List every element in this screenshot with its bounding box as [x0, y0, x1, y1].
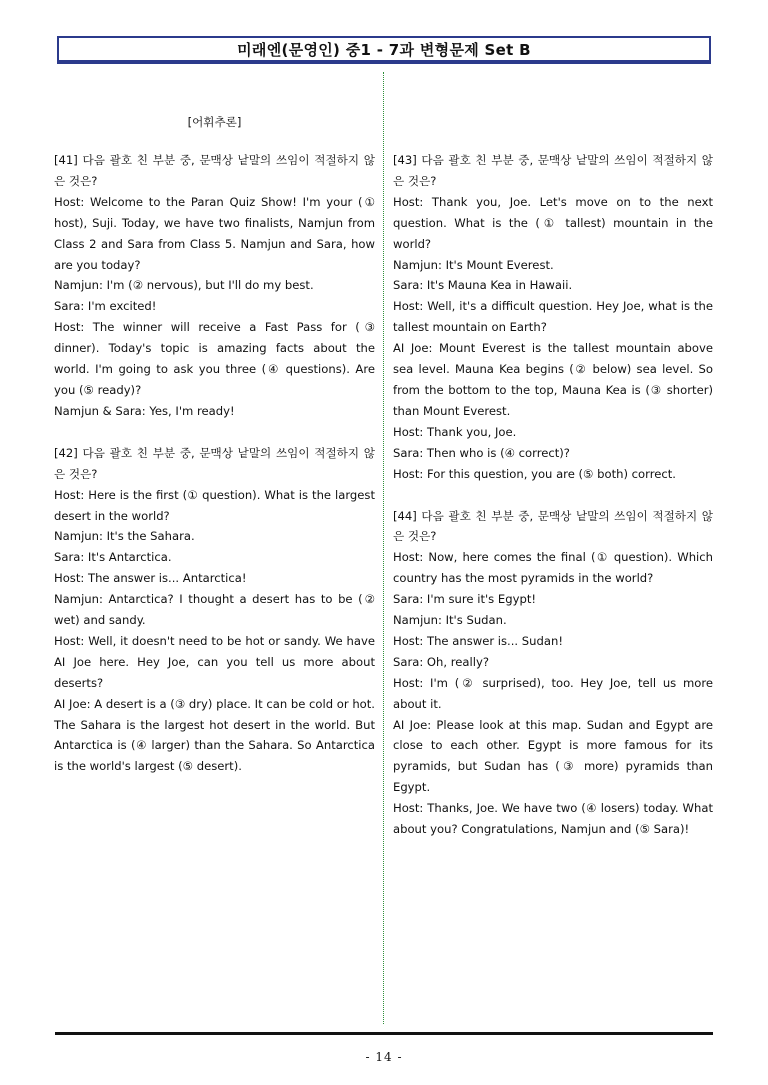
dialogue-line: Namjun: It's Sudan. — [393, 613, 507, 628]
question-42 — [54, 443, 375, 778]
dialogue-line: Sara: I'm excited! — [54, 299, 157, 314]
dialogue-line: Namjun: It's the Sahara. — [54, 529, 195, 544]
dialogue-line: Host: Here is the first (① question). What is the largest desert in the world? — [54, 487, 375, 523]
dialogue-line: Namjun: It's Mount Everest. — [393, 257, 554, 272]
dialogue-line: AI Joe: A desert is a (③ dry) place. It can be cold or hot. The Sahara is the largest hot desert in the world. But Antarctica is (④ larger) than the Sahara. So Antarctica is the world's largest (⑤ desert). — [54, 696, 375, 774]
dialogue-line: Namjun & Sara: Yes, I'm ready! — [54, 403, 235, 418]
dialogue-line: Sara: Oh, really? — [393, 654, 489, 669]
section-label: [어휘추론] — [187, 115, 242, 129]
dialogue-line: Host: Well, it doesn't need to be hot or sandy. We have AI Joe here. Hey Joe, can you tell us more about deserts? — [54, 633, 375, 690]
dialogue-line: Host: Thank you, Joe. — [393, 424, 517, 439]
dialogue-line: AI Joe: Please look at this map. Sudan and Egypt are close to each other. Egypt is more famous for its pyramids, but Sudan has (③ more) pyramids than Egypt. — [393, 717, 713, 795]
dialogue-line: Namjun: I'm (② nervous), but I'll do my best. — [54, 278, 314, 293]
dialogue-line: Host: The answer is... Sudan! — [393, 633, 563, 648]
dialogue-line: AI Joe: Mount Everest is the tallest mountain above sea level. Mauna Kea begins (② below) sea level. So from the bottom to the top, Mauna Kea is (③ shorter) than Mount Everest. — [393, 341, 713, 418]
question-head: [41] 다음 괄호 친 부분 중, 문맥상 낱말의 쓰임이 적절하지 않은 것은? — [54, 153, 375, 188]
dialogue-line: Namjun: Antarctica? I thought a desert has to be (② wet) and sandy. — [54, 592, 375, 628]
question-44 — [393, 506, 713, 841]
page-title: 미래엔(문영인) 중1 - 7과 변형문제 Set B — [57, 36, 711, 64]
dialogue-line: Host: For this question, you are (⑤ both) correct. — [393, 466, 676, 481]
dialogue-line: Host: Welcome to the Paran Quiz Show! I'm your (① host), Suji. Today, we have two finalists, Namjun from Class 2 and Sara from Class 5. Namjun and Sara, how are you today? — [54, 194, 375, 272]
dialogue-line: Host: The winner will receive a Fast Pass for (③ dinner). Today's topic is amazing facts about the world. I'm going to ask you three (④ questions). Are you (⑤ ready)? — [54, 320, 375, 397]
dialogue-line: Host: Now, here comes the final (① question). Which country has the most pyramids in the world? — [393, 550, 713, 586]
page-number: - 14 - — [365, 1050, 403, 1064]
question-41 — [54, 150, 375, 422]
dialogue-line: Host: I'm (② surprised), too. Hey Joe, tell us more about it. — [393, 675, 713, 711]
column-divider — [383, 72, 384, 1024]
dialogue-line: Sara: It's Mauna Kea in Hawaii. — [393, 278, 573, 293]
left-column — [54, 150, 375, 777]
dialogue-line: Host: The answer is... Antarctica! — [54, 571, 247, 586]
right-column — [393, 150, 713, 840]
dialogue-line: Sara: It's Antarctica. — [54, 550, 172, 565]
dialogue-line: Host: Thank you, Joe. Let's move on to the next question. What is the (① tallest) mountain in the world? — [393, 194, 713, 251]
question-43 — [393, 150, 713, 485]
question-head: [43] 다음 괄호 친 부분 중, 문맥상 낱말의 쓰임이 적절하지 않은 것은? — [393, 153, 713, 188]
question-head: [42] 다음 괄호 친 부분 중, 문맥상 낱말의 쓰임이 적절하지 않은 것은? — [54, 445, 375, 481]
dialogue-line: Host: Well, it's a difficult question. Hey Joe, what is the tallest mountain on Earth? — [393, 299, 713, 335]
dialogue-line: Sara: Then who is (④ correct)? — [393, 445, 570, 460]
dialogue-line: Sara: I'm sure it's Egypt! — [393, 592, 537, 607]
dialogue-line: Host: Thanks, Joe. We have two (④ losers) today. What about you? Congratulations, Namjun and (⑤ Sara)! — [393, 801, 713, 837]
footer-rule — [55, 1032, 713, 1035]
question-head: [44] 다음 괄호 친 부분 중, 문맥상 낱말의 쓰임이 적절하지 않은 것은? — [393, 508, 713, 544]
